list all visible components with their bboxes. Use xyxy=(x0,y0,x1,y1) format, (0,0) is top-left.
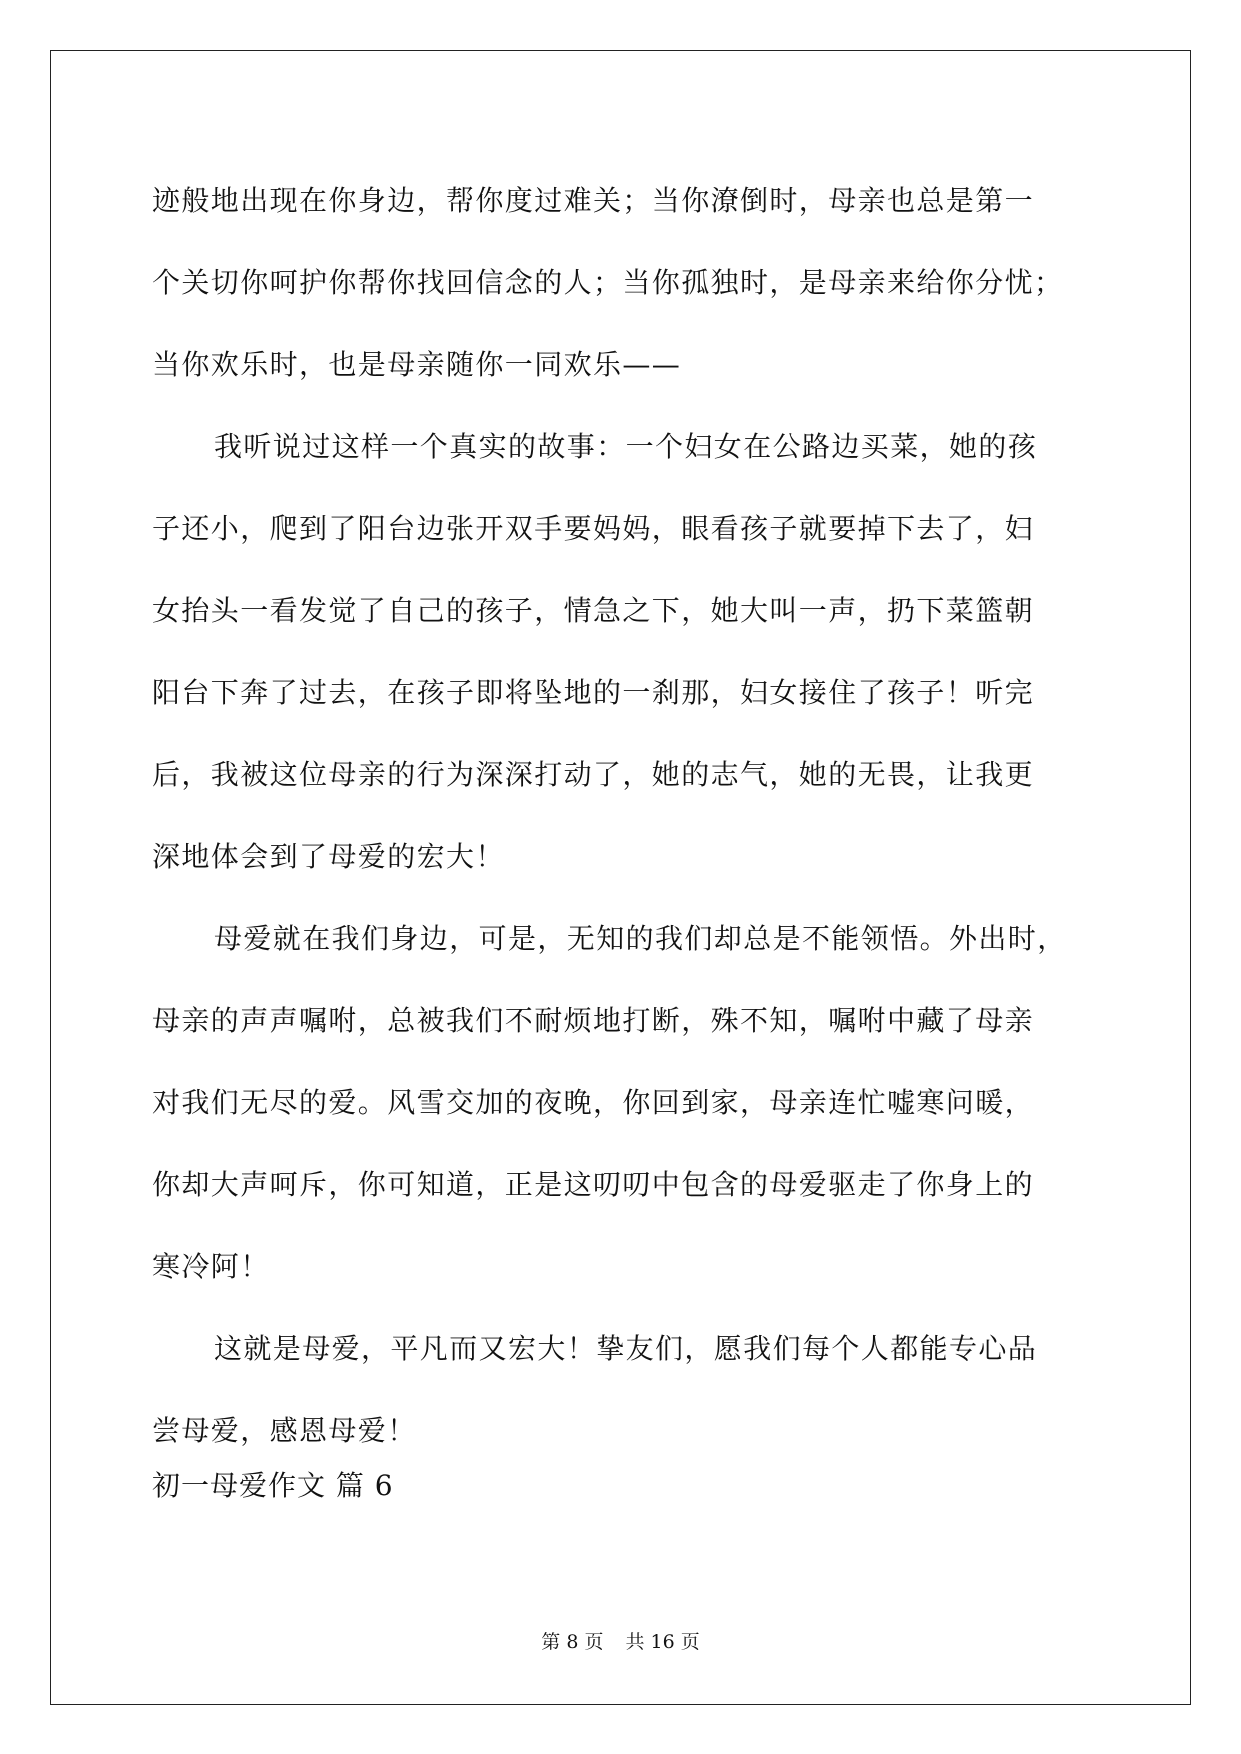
page-number: 第 8 页 xyxy=(541,1631,604,1653)
paragraph-start-line: 这就是母爱，平凡而又宏大！挚友们，愿我们每个人都能专心品 xyxy=(214,1332,1038,1365)
text-line: 个关切你呵护你帮你找回信念的人；当你孤独时，是母亲来给你分忧； xyxy=(152,266,1064,299)
text-line: 迹般地出现在你身边，帮你度过难关；当你潦倒时，母亲也总是第一 xyxy=(152,184,1035,217)
text-line: 深地体会到了母爱的宏大！ xyxy=(152,840,505,873)
text-line: 当你欢乐时，也是母亲随你一同欢乐—— xyxy=(152,348,682,381)
text-line: 子还小，爬到了阳台边张开双手要妈妈，眼看孩子就要掉下去了，妇 xyxy=(152,512,1035,545)
paragraph-start-line: 我听说过这样一个真实的故事：一个妇女在公路边买菜，她的孩 xyxy=(214,430,1038,463)
text-line: 尝母爱，感恩母爱！ xyxy=(152,1414,417,1447)
text-line: 母亲的声声嘱咐，总被我们不耐烦地打断，殊不知，嘱咐中藏了母亲 xyxy=(152,1004,1035,1037)
paragraph-start-line: 母爱就在我们身边，可是，无知的我们却总是不能领悟。外出时， xyxy=(214,922,1067,955)
text-line: 你却大声呵斥，你可知道，正是这叨叨中包含的母爱驱走了你身上的 xyxy=(152,1168,1035,1201)
text-line: 女抬头一看发觉了自己的孩子，情急之下，她大叫一声，扔下菜篮朝 xyxy=(152,594,1035,627)
body-text xyxy=(152,160,1092,1472)
page-footer xyxy=(0,1630,1241,1654)
section-heading: 初一母爱作文 篇 6 xyxy=(152,1469,394,1502)
text-line: 后，我被这位母亲的行为深深打动了，她的志气，她的无畏，让我更 xyxy=(152,758,1035,791)
text-line: 阳台下奔了过去，在孩子即将坠地的一刹那，妇女接住了孩子！听完 xyxy=(152,676,1035,709)
page-total: 共 16 页 xyxy=(625,1631,700,1653)
text-line: 寒冷阿！ xyxy=(152,1250,270,1283)
text-line: 对我们无尽的爱。风雪交加的夜晚，你回到家，母亲连忙嘘寒问暖， xyxy=(152,1086,1035,1119)
